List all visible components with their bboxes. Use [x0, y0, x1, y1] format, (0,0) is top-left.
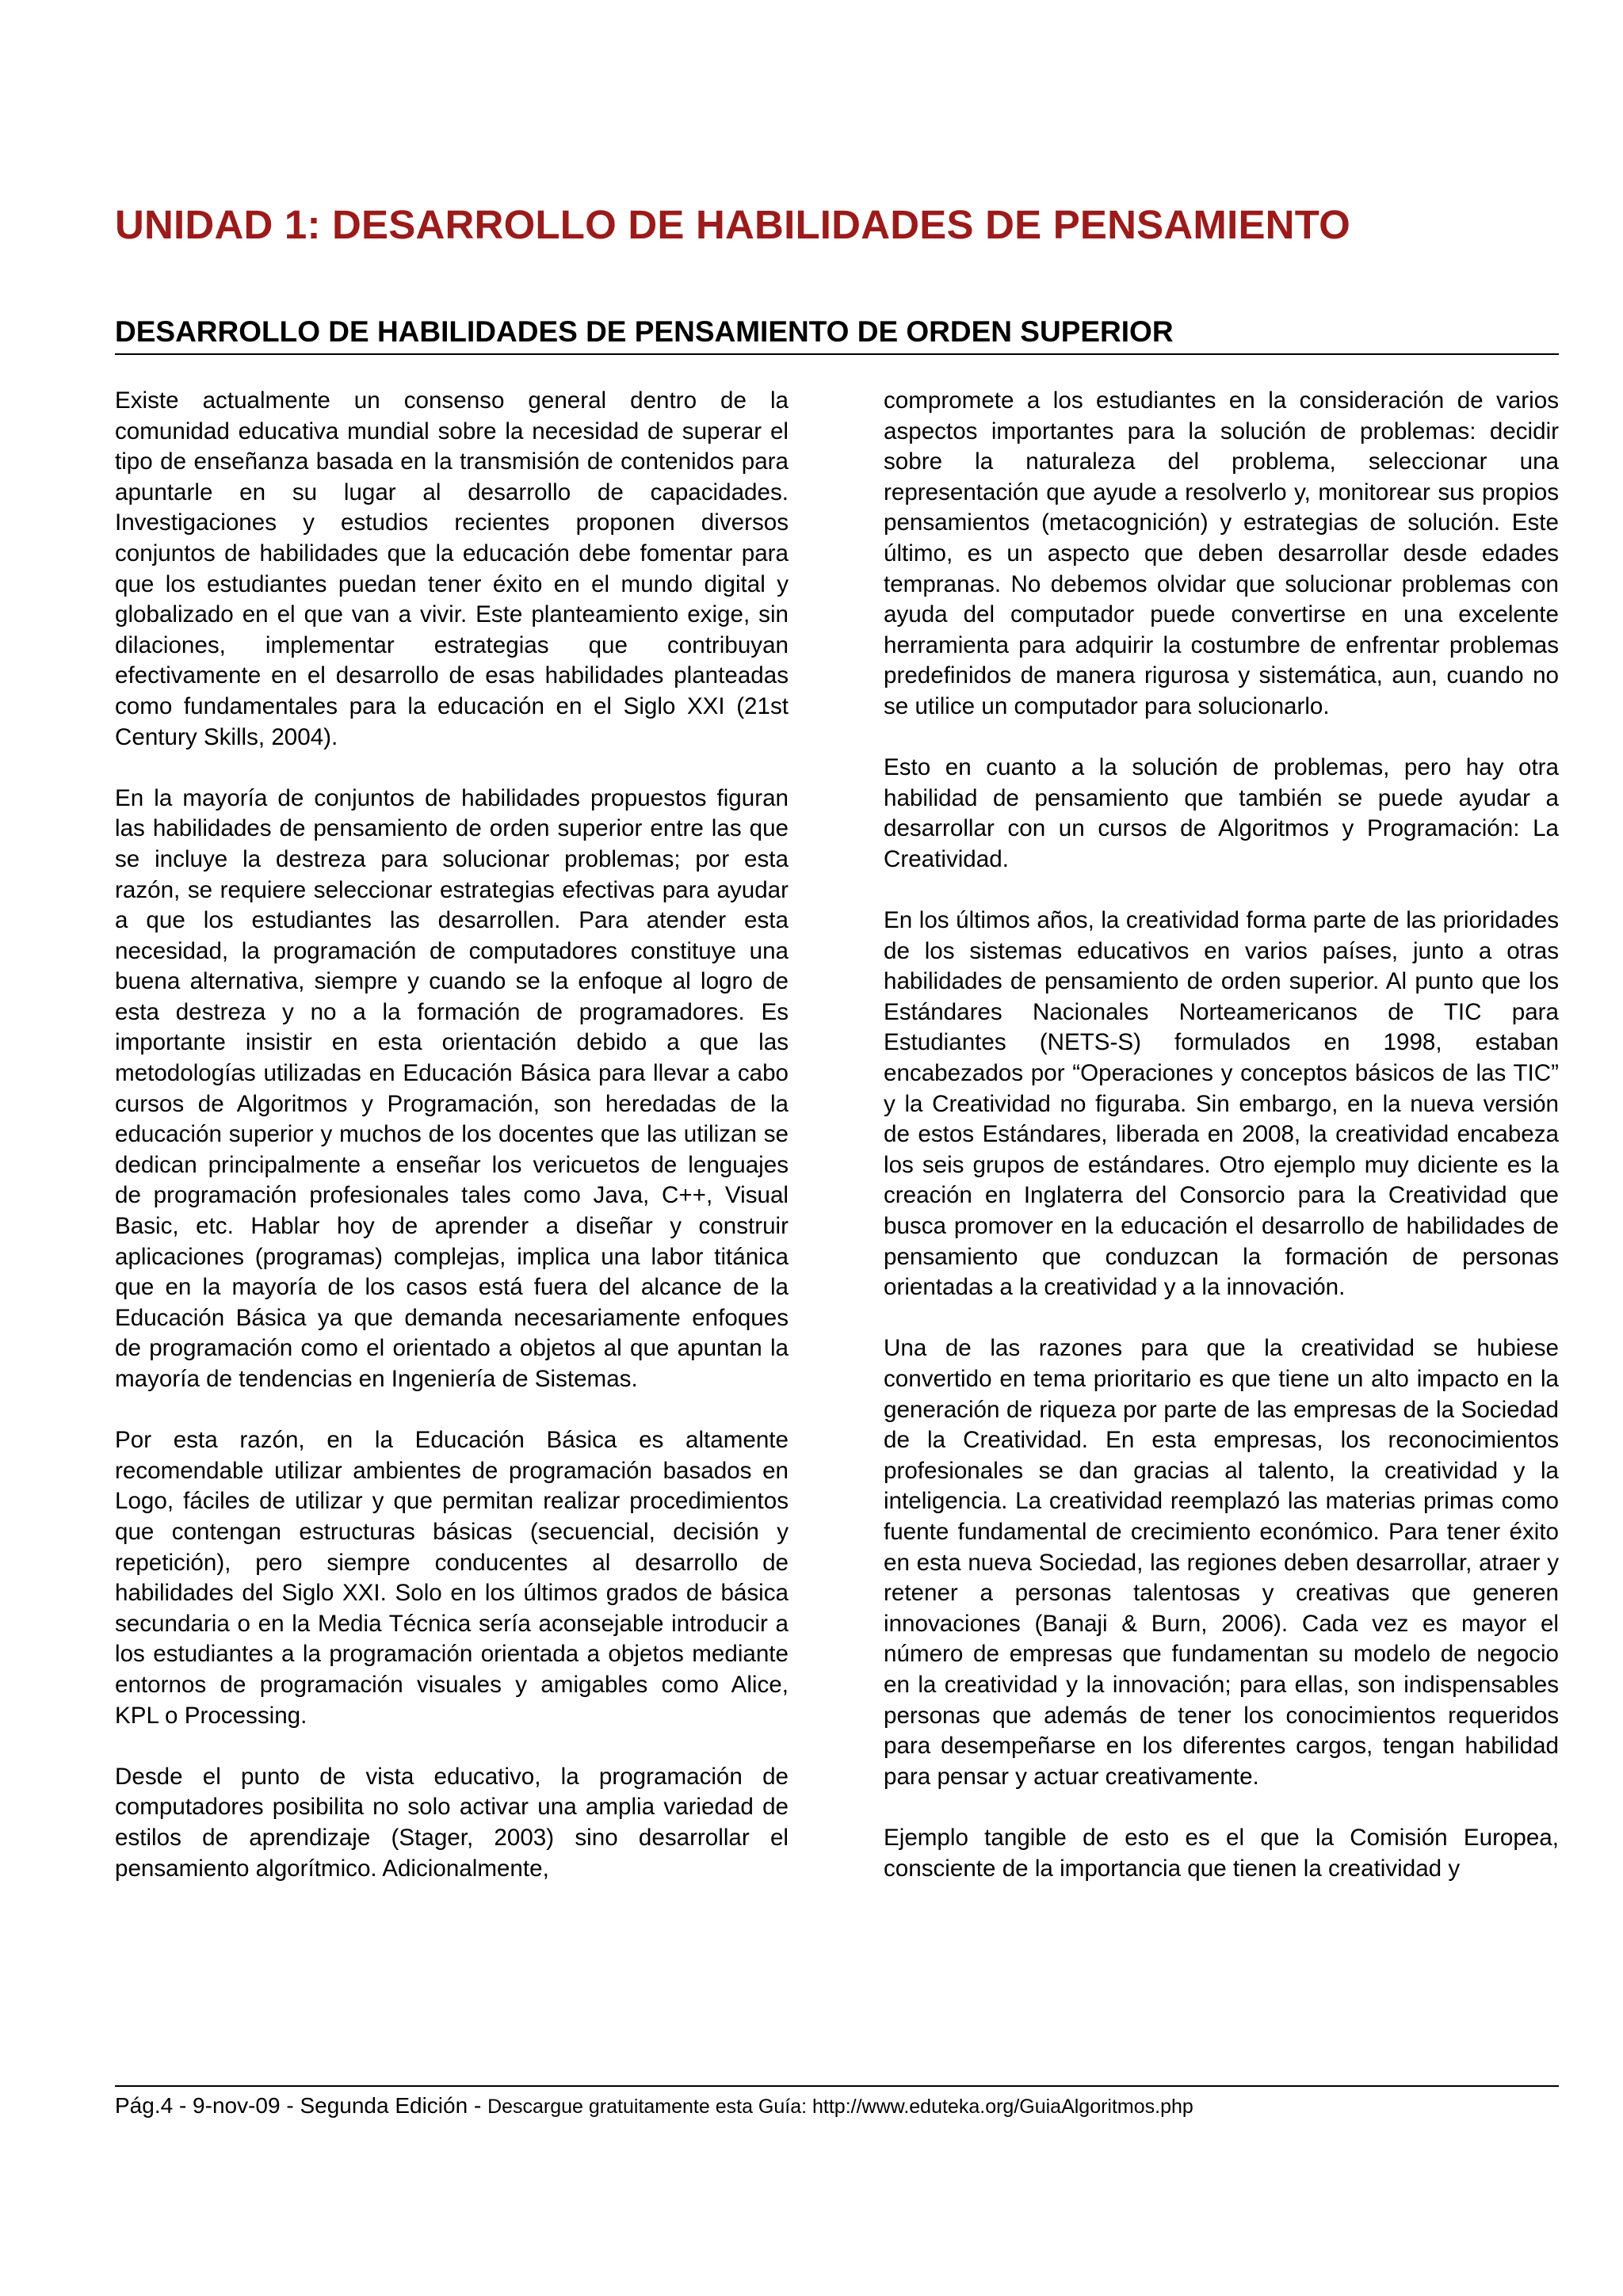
page-footer	[115, 2093, 1193, 2119]
footer-page-info: Pág.4 - 9-nov-09 - Segunda Edición -	[115, 2093, 488, 2118]
section-title: DESARROLLO DE HABILIDADES DE PENSAMIENTO DE ORDEN SUPERIOR	[115, 315, 1174, 348]
paragraph: En la mayoría de conjuntos de habilidades propuestos figuran las habilidades de pensamiento de orden superior entre las que se incluye la destreza para solucionar problemas; por esta razón, se requiere seleccionar estrategias efectivas para ayudar a que los estudiantes las desarrollen. Para atender esta necesidad, la programación de computadores constituye una buena alternativa, siempre y cuando se la enfoque al logro de esta destreza y no a la formación de programadores. Es importante insistir en esta orientación debido a que las metodologías utilizadas en Educación Básica para llevar a cabo cursos de Algoritmos y Programación, son heredadas de la educación superior y muchos de los docentes que las utilizan se dedican principalmente a enseñar los vericuetos de lenguajes de programación profesionales tales como Java, C++, Visual Basic, etc. Hablar hoy de aprender a diseñar y construir aplicaciones (programas) complejas, implica una labor titánica que en la mayoría de los casos está fuera del alcance de la Educación Básica ya que demanda necesariamente enfoques de programación como el orientado a objetos al que apuntan la mayoría de tendencias en Ingeniería de Sistemas.	[115, 784, 789, 1392]
paragraph: Esto en cuanto a la solución de problemas, pero hay otra habilidad de pensamiento que también se puede ayudar a desarrollar con un cursos de Algoritmos y Programación: La Creatividad.	[884, 754, 1559, 872]
footer-download-link[interactable]: Descargue gratuitamente esta Guía: http://www.eduteka.org/GuiaAlgoritmos.php	[487, 2096, 1193, 2118]
paragraph: Desde el punto de vista educativo, la programación de computadores posibilita no solo activar una amplia variedad de estilos de aprendizaje (Stager, 2003) sino desarrollar el pensamiento algorítmico. Adicionalmente,	[115, 1763, 789, 1882]
right-column	[884, 386, 1559, 1884]
paragraph: Por esta razón, en la Educación Básica es altamente recomendable utilizar ambientes de programación basados en Logo, fáciles de utilizar y que permitan realizar procedimientos que contengan estructuras básicas (secuencial, decisión y repetición), pero siempre conducentes al desarrollo de habilidades del Siglo XXI. Solo en los últimos grados de básica secundaria o en la Media Técnica sería aconsejable introducir a los estudiantes a la programación orientada a objetos mediante entornos de programación visuales y amigables como Alice, KPL o Processing.	[115, 1427, 789, 1729]
paragraph: En los últimos años, la creatividad forma parte de las prioridades de los sistemas educativos en varios países, junto a otras habilidades de pensamiento de orden superior. Al punto que los Estándares Nacionales Norteamericanos de TIC para Estudiantes (NETS-S) formulados en 1998, estaban encabezados por “Operaciones y conceptos básicos de las TIC” y la Creatividad no figuraba. Sin embargo, en la nueva versión de estos Estándares, liberada en 2008, la creatividad encabeza los seis grupos de estándares. Otro ejemplo muy diciente es la creación en Inglaterra del Consorcio para la Creatividad que busca promover en la educación el desarrollo de habilidades de pensamiento que conduzcan la formación de personas orientadas a la creatividad y a la innovación.	[884, 907, 1559, 1301]
footer-divider	[115, 2085, 1559, 2087]
paragraph: Una de las razones para que la creatividad se hubiese convertido en tema prioritario es que tiene un alto impacto en la generación de riqueza por parte de las empresas de la Sociedad de la Creatividad. En esta empresas, los reconocimientos profesionales se dan gracias al talento, la creatividad y la inteligencia. La creatividad reemplazó las materias primas como fuente fundamental de crecimiento económico. Para tener éxito en esta nueva Sociedad, las regiones deben desarrollar, atraer y retener a personas talentosas y creativas que generen innovaciones (Banaji & Burn, 2006). Cada vez es mayor el número de empresas que fundamentan su modelo de negocio en la creatividad y la innovación; para ellas, son indispensables personas que además de tener los conocimientos requeridos para desempeñarse en los diferentes cargos, tengan habilidad para pensar y actuar creativamente.	[884, 1335, 1559, 1790]
left-column	[115, 386, 789, 1884]
section-divider	[115, 353, 1559, 355]
paragraph: Ejemplo tangible de esto es el que la Comisión Europea, consciente de la importancia que tienen la creatividad y	[884, 1824, 1559, 1882]
unit-title: UNIDAD 1: DESARROLLO DE HABILIDADES DE PENSAMIENTO	[115, 202, 1351, 247]
paragraph: Existe actualmente un consenso general dentro de la comunidad educativa mundial sobre la necesidad de superar el tipo de enseñanza basada en la transmisión de contenidos para apuntarle en su lugar al desarrollo de capacidades. Investigaciones y estudios recientes proponen diversos conjuntos de habilidades que la educación debe fomentar para que los estudiantes puedan tener éxito en el mundo digital y globalizado en el que van a vivir. Este planteamiento exige, sin dilaciones, implementar estrategias que contribuyan efectivamente en el desarrollo de esas habilidades planteadas como fundamentales para la educación en el Siglo XXI (21st Century Skills, 2004).	[115, 387, 789, 750]
paragraph: compromete a los estudiantes en la consideración de varios aspectos importantes para la solución de problemas: decidir sobre la naturaleza del problema, seleccionar una representación que ayude a resolverlo y, monitorear sus propios pensamientos (metacognición) y estrategias de solución. Este último, es un aspecto que deben desarrollar desde edades tempranas. No debemos olvidar que solucionar problemas con ayuda del computador puede convertirse en una excelente herramienta para adquirir la costumbre de enfrentar problemas predefinidos de manera rigurosa y sistemática, aun, cuando no se utilice un computador para solucionarlo.	[884, 387, 1559, 719]
